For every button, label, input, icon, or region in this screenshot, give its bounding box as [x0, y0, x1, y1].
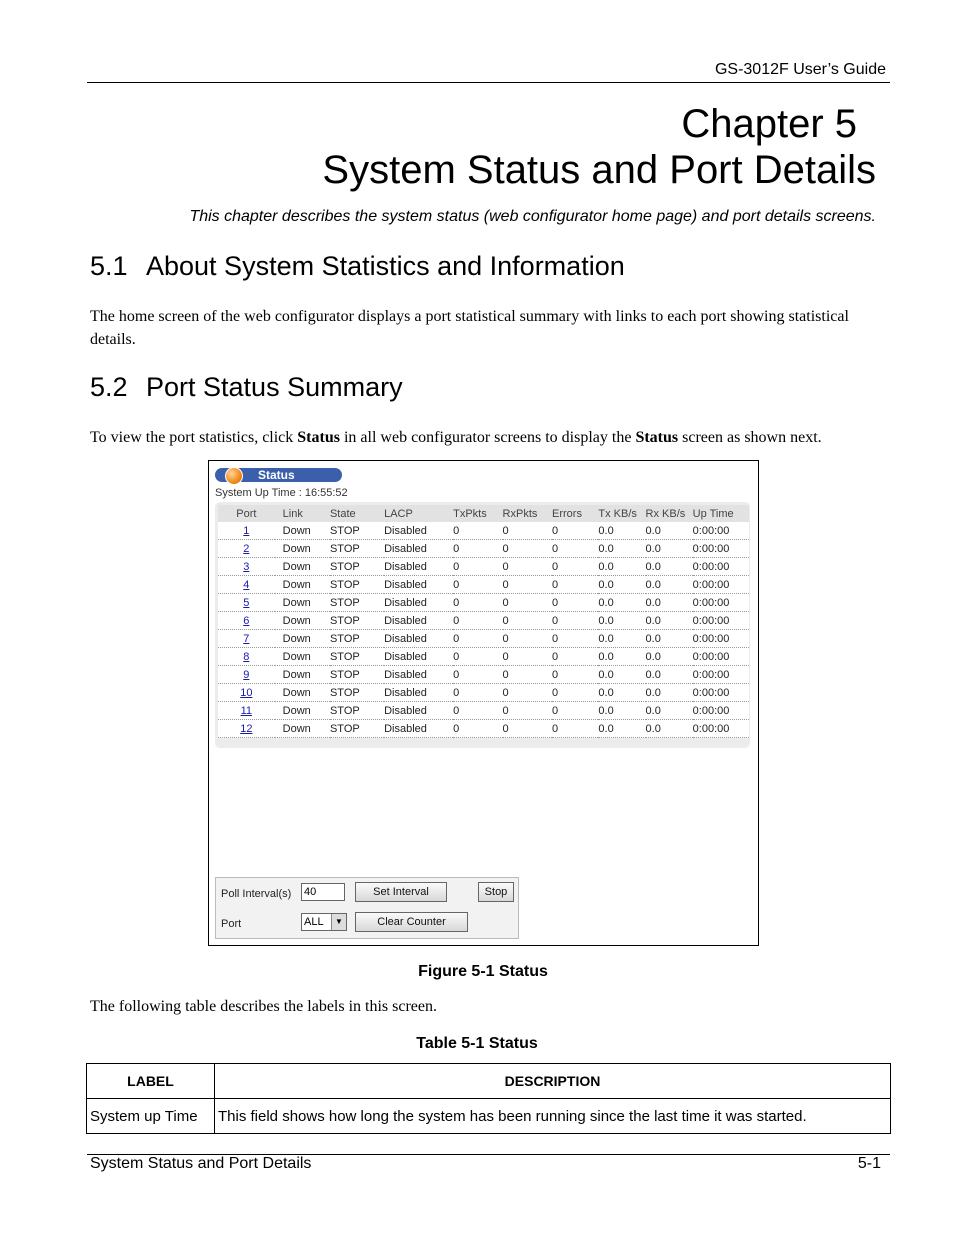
port-status-table [218, 505, 749, 738]
cell-state: STOP [330, 720, 384, 738]
cell-port [218, 666, 275, 684]
poll-interval-input[interactable]: 40 [301, 883, 345, 901]
column-header: Errors [552, 505, 598, 522]
cell-state: STOP [330, 630, 384, 648]
cell-errors: 0 [552, 630, 598, 648]
column-header: RxPkts [503, 505, 552, 522]
cell-lacp: Disabled [384, 666, 453, 684]
cell-up-time: 0:00:00 [693, 720, 749, 738]
header-rule [87, 82, 890, 83]
cell-state: STOP [330, 666, 384, 684]
cell-rx-pkts: 0 [503, 612, 552, 630]
cell-tx-pkts: 0 [453, 576, 502, 594]
cell-tx-pkts: 0 [453, 630, 502, 648]
cell-port [218, 684, 275, 702]
cell-rx-kbs: 0.0 [646, 594, 693, 612]
cell-lacp: Disabled [384, 594, 453, 612]
cell-tx-kbs: 0.0 [598, 684, 645, 702]
cell-link: Down [275, 702, 330, 720]
cell-errors: 0 [552, 522, 598, 540]
cell-link: Down [275, 594, 330, 612]
figure-caption: Figure 5-1 Status [418, 963, 548, 980]
cell-lacp: Disabled [384, 648, 453, 666]
table-row [218, 576, 749, 594]
column-header: Up Time [693, 505, 749, 522]
cell-port [218, 630, 275, 648]
cell-state: STOP [330, 612, 384, 630]
cell-up-time: 0:00:00 [693, 648, 749, 666]
cell-port [218, 720, 275, 738]
port-link[interactable]: 7 [243, 632, 250, 645]
cell-rx-kbs: 0.0 [646, 648, 693, 666]
table-intro: The following table describes the labels in this screen. [90, 998, 438, 1015]
cell-tx-pkts: 0 [453, 720, 502, 738]
cell-state: STOP [330, 684, 384, 702]
section-title: Port Status Summary [146, 372, 403, 402]
table-row [218, 702, 749, 720]
cell-up-time: 0:00:00 [693, 702, 749, 720]
cell-rx-kbs: 0.0 [646, 612, 693, 630]
port-link[interactable]: 8 [243, 650, 250, 663]
cell-link: Down [275, 666, 330, 684]
cell-port [218, 594, 275, 612]
cell-lacp: Disabled [384, 630, 453, 648]
control-panel [215, 877, 519, 939]
stop-button[interactable]: Stop [478, 882, 514, 902]
cell-rx-kbs: 0.0 [646, 702, 693, 720]
port-link[interactable]: 1 [243, 524, 250, 537]
cell-rx-pkts: 0 [503, 648, 552, 666]
system-up-time: System Up Time : 16:55:52 [215, 487, 348, 499]
cell-rx-kbs: 0.0 [646, 522, 693, 540]
section-number: 5.1 [90, 251, 128, 281]
cell-errors: 0 [552, 576, 598, 594]
table-row [218, 540, 749, 558]
port-link[interactable]: 2 [243, 542, 250, 555]
cell-link: Down [275, 630, 330, 648]
status-title: Status [258, 468, 295, 482]
chapter-number: Chapter 5 [681, 102, 857, 146]
column-header: DESCRIPTION [215, 1064, 891, 1099]
cell-port [218, 540, 275, 558]
port-link[interactable]: 9 [243, 668, 250, 681]
status-screen-figure [208, 460, 759, 946]
port-link[interactable]: 11 [240, 704, 253, 717]
section-title: About System Statistics and Information [146, 251, 625, 281]
cell-errors: 0 [552, 666, 598, 684]
column-header: LACP [384, 505, 453, 522]
chevron-down-icon[interactable]: ▼ [331, 914, 346, 930]
cell-lacp: Disabled [384, 702, 453, 720]
status-orb-icon [225, 467, 243, 485]
cell-rx-kbs: 0.0 [646, 720, 693, 738]
cell-tx-kbs: 0.0 [598, 594, 645, 612]
port-label: Port [221, 918, 242, 930]
cell-tx-pkts: 0 [453, 648, 502, 666]
cell-rx-pkts: 0 [503, 558, 552, 576]
cell-up-time: 0:00:00 [693, 594, 749, 612]
cell-lacp: Disabled [384, 522, 453, 540]
table-caption: Table 5-1 Status [416, 1035, 538, 1052]
cell-state: STOP [330, 702, 384, 720]
column-header: State [330, 505, 384, 522]
chapter-intro: This chapter describes the system status (web configurator home page) and port details screens. [189, 208, 876, 225]
cell-errors: 0 [552, 702, 598, 720]
cell-tx-pkts: 0 [453, 594, 502, 612]
cell-link: Down [275, 558, 330, 576]
table-row [218, 612, 749, 630]
cell-tx-kbs: 0.0 [598, 648, 645, 666]
cell-errors: 0 [552, 594, 598, 612]
description-table [86, 1063, 891, 1134]
column-header: LABEL [87, 1064, 215, 1099]
cell-rx-pkts: 0 [503, 702, 552, 720]
cell-tx-pkts: 0 [453, 684, 502, 702]
cell-state: STOP [330, 594, 384, 612]
cell-state: STOP [330, 522, 384, 540]
cell-rx-kbs: 0.0 [646, 558, 693, 576]
cell-state: STOP [330, 576, 384, 594]
cell-tx-pkts: 0 [453, 558, 502, 576]
column-header: TxPkts [453, 505, 502, 522]
cell-rx-pkts: 0 [503, 576, 552, 594]
port-link[interactable]: 10 [240, 686, 253, 699]
cell-port [218, 558, 275, 576]
port-link[interactable]: 12 [240, 722, 253, 735]
section-heading-5-1 [90, 251, 625, 282]
cell-up-time: 0:00:00 [693, 612, 749, 630]
page-number: 5-1 [857, 1155, 881, 1172]
cell-up-time: 0:00:00 [693, 576, 749, 594]
port-link[interactable]: 5 [243, 596, 250, 609]
cell-port [218, 648, 275, 666]
section-5-1-body: The home screen of the web configurator displays a port statistical summary with links to each port showing statistical details. [90, 308, 849, 348]
cell-port [218, 702, 275, 720]
cell-errors: 0 [552, 612, 598, 630]
table-row [87, 1099, 891, 1134]
table-row [218, 720, 749, 738]
cell-lacp: Disabled [384, 558, 453, 576]
section-number: 5.2 [90, 372, 128, 402]
cell-tx-pkts: 0 [453, 612, 502, 630]
cell-link: Down [275, 720, 330, 738]
cell-rx-pkts: 0 [503, 684, 552, 702]
table-row [218, 648, 749, 666]
table-cell: This field shows how long the system has been running since the last time it was started. [215, 1099, 891, 1134]
port-select-value: ALL [304, 916, 324, 928]
cell-tx-kbs: 0.0 [598, 720, 645, 738]
column-header: Tx KB/s [598, 505, 645, 522]
cell-rx-pkts: 0 [503, 522, 552, 540]
cell-link: Down [275, 576, 330, 594]
footer-chapter-title: System Status and Port Details [90, 1155, 312, 1172]
cell-rx-kbs: 0.0 [646, 630, 693, 648]
cell-tx-kbs: 0.0 [598, 612, 645, 630]
section-5-2-body: To view the port statistics, click Status in all web configurator screens to display the Status screen as shown next. [90, 429, 822, 446]
table-row [218, 630, 749, 648]
cell-tx-kbs: 0.0 [598, 558, 645, 576]
cell-tx-kbs: 0.0 [598, 630, 645, 648]
cell-state: STOP [330, 540, 384, 558]
cell-port [218, 612, 275, 630]
cell-link: Down [275, 540, 330, 558]
cell-up-time: 0:00:00 [693, 666, 749, 684]
table-row [218, 594, 749, 612]
port-status-panel [215, 502, 750, 748]
table-cell: System up Time [87, 1099, 215, 1134]
cell-errors: 0 [552, 540, 598, 558]
cell-rx-pkts: 0 [503, 594, 552, 612]
poll-interval-label: Poll Interval(s) [221, 888, 292, 900]
cell-up-time: 0:00:00 [693, 540, 749, 558]
cell-rx-kbs: 0.0 [646, 576, 693, 594]
port-link[interactable]: 3 [243, 560, 250, 573]
cell-link: Down [275, 684, 330, 702]
cell-tx-pkts: 0 [453, 702, 502, 720]
cell-up-time: 0:00:00 [693, 522, 749, 540]
cell-rx-pkts: 0 [503, 720, 552, 738]
table-row [218, 684, 749, 702]
cell-state: STOP [330, 558, 384, 576]
cell-lacp: Disabled [384, 540, 453, 558]
port-link[interactable]: 6 [243, 614, 250, 627]
cell-errors: 0 [552, 684, 598, 702]
cell-errors: 0 [552, 648, 598, 666]
cell-errors: 0 [552, 720, 598, 738]
cell-link: Down [275, 648, 330, 666]
cell-up-time: 0:00:00 [693, 684, 749, 702]
cell-rx-pkts: 0 [503, 540, 552, 558]
cell-link: Down [275, 612, 330, 630]
column-header: Port [218, 505, 275, 522]
cell-lacp: Disabled [384, 720, 453, 738]
cell-port [218, 522, 275, 540]
cell-rx-pkts: 0 [503, 666, 552, 684]
cell-rx-kbs: 0.0 [646, 666, 693, 684]
port-select[interactable] [301, 913, 347, 931]
column-header: Link [275, 505, 330, 522]
cell-port [218, 576, 275, 594]
cell-tx-kbs: 0.0 [598, 666, 645, 684]
cell-lacp: Disabled [384, 612, 453, 630]
table-row [218, 558, 749, 576]
port-link[interactable]: 4 [243, 578, 250, 591]
clear-counter-button[interactable]: Clear Counter [355, 912, 468, 932]
cell-lacp: Disabled [384, 684, 453, 702]
cell-tx-kbs: 0.0 [598, 522, 645, 540]
section-heading-5-2 [90, 372, 403, 403]
cell-link: Down [275, 522, 330, 540]
cell-tx-pkts: 0 [453, 666, 502, 684]
running-header: GS-3012F User’s Guide [714, 61, 886, 78]
cell-errors: 0 [552, 558, 598, 576]
cell-tx-pkts: 0 [453, 540, 502, 558]
table-header-row [218, 505, 749, 522]
cell-up-time: 0:00:00 [693, 558, 749, 576]
table-header-row [87, 1064, 891, 1099]
cell-state: STOP [330, 648, 384, 666]
cell-rx-pkts: 0 [503, 630, 552, 648]
cell-up-time: 0:00:00 [693, 630, 749, 648]
cell-tx-kbs: 0.0 [598, 702, 645, 720]
cell-rx-kbs: 0.0 [646, 540, 693, 558]
cell-tx-kbs: 0.0 [598, 576, 645, 594]
column-header: Rx KB/s [646, 505, 693, 522]
cell-lacp: Disabled [384, 576, 453, 594]
chapter-title: System Status and Port Details [322, 148, 876, 192]
cell-tx-pkts: 0 [453, 522, 502, 540]
table-row [218, 522, 749, 540]
cell-tx-kbs: 0.0 [598, 540, 645, 558]
cell-rx-kbs: 0.0 [646, 684, 693, 702]
set-interval-button[interactable]: Set Interval [355, 882, 447, 902]
table-row [218, 666, 749, 684]
